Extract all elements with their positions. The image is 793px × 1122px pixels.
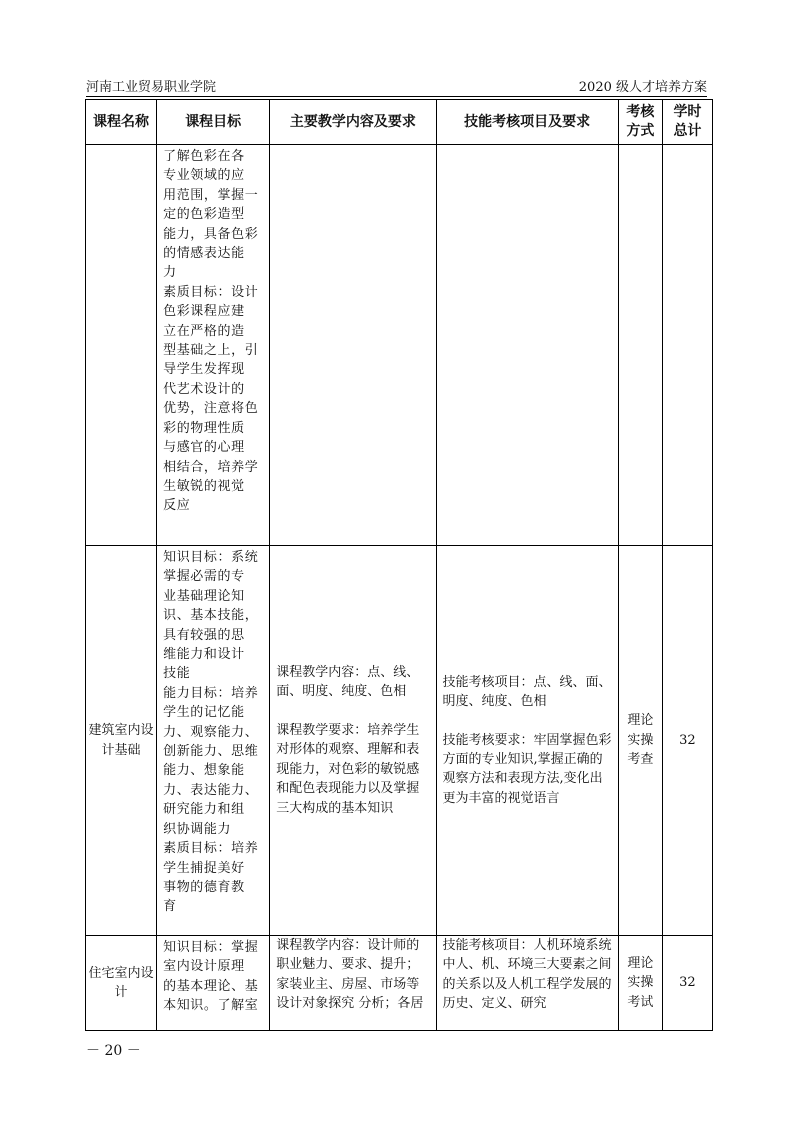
goal-line: 掌握必需的专	[163, 569, 245, 585]
goal-line: 技能	[163, 666, 191, 682]
col-header-hours-line: 总计	[673, 123, 702, 139]
goal-line: 型基础之上，引	[163, 343, 259, 359]
goal-line: 优势，注意将色	[163, 401, 259, 417]
assessment-cell	[618, 145, 662, 546]
goal-line: 相结合，培养学	[163, 459, 259, 475]
goal-line: 能力目标：培养	[163, 685, 259, 701]
col-header-assessment	[618, 100, 662, 145]
goal-line: 研究能力和组	[163, 802, 245, 818]
goal-line: 导学生发挥现	[163, 362, 245, 378]
course-name-cell: 建筑室内设计基础	[86, 546, 157, 936]
goal-line: 育	[163, 899, 177, 915]
table-row	[86, 936, 713, 1031]
goal-line: 的基本理论、基	[163, 978, 259, 994]
skills-cell	[436, 936, 618, 1031]
skills-paragraph: 技能考核要求：牢固掌握色彩方面的专业知识,掌握正确的观察方法和表现方法,变化出更为丰富的视觉语言	[442, 732, 612, 806]
course-goal-cell	[157, 145, 270, 546]
goal-line: 维能力和设计	[163, 647, 245, 663]
header-institution: 河南工业贸易职业学院	[86, 80, 217, 95]
goal-line: 识、基本技能，	[163, 608, 259, 624]
goal-line: 力、表达能力、	[163, 782, 259, 798]
col-header-assessment-line: 方式	[626, 123, 655, 139]
col-header-content: 主要教学内容及要求	[270, 100, 436, 145]
goal-line: 色彩课程应建	[163, 304, 245, 320]
goal-line: 素质目标：培养	[163, 841, 259, 857]
goal-line: 立在严格的造	[163, 323, 245, 339]
content-cell	[270, 546, 436, 936]
hours-cell: 32	[662, 546, 712, 936]
goal-line: 本知识。了解室	[163, 998, 259, 1014]
header-rule	[86, 96, 707, 97]
goal-line: 学生的记忆能	[163, 705, 245, 721]
hours-cell	[662, 145, 712, 546]
goal-line: 能力、想象能	[163, 763, 245, 779]
goal-line: 知识目标：系统	[163, 550, 259, 565]
goal-line: 创新能力、思维	[163, 744, 259, 760]
assessment-line: 考试	[627, 994, 654, 1010]
goal-line: 事物的德育教	[163, 879, 245, 895]
course-name-cell: 住宅室内设计	[86, 936, 157, 1031]
assessment-line: 理论	[627, 713, 654, 729]
goal-line: 与感官的心理	[163, 440, 245, 456]
header-plan-title: 2020 级人才培养方案	[578, 80, 707, 95]
course-name-cell	[86, 145, 157, 546]
goal-line: 力	[163, 265, 177, 281]
skills-cell	[436, 145, 618, 546]
assessment-cell	[618, 546, 662, 936]
col-header-course-name: 课程名称	[86, 100, 157, 145]
goal-line: 专业领域的应	[163, 168, 245, 184]
goal-line: 的情感表达能	[163, 246, 245, 262]
course-goal-cell	[157, 936, 270, 1031]
goal-line: 织协调能力	[163, 821, 232, 837]
goal-line: 反应	[163, 498, 191, 514]
col-header-course-goal: 课程目标	[157, 100, 270, 145]
col-header-assessment-line: 考核	[626, 104, 655, 120]
page-number: － 20 －	[86, 1043, 141, 1059]
goal-line: 力、观察能力、	[163, 724, 259, 740]
table-header-row	[86, 100, 713, 145]
skills-cell	[436, 546, 618, 936]
assessment-line: 实操	[627, 975, 654, 991]
goal-line: 素质目标：设计	[163, 284, 259, 300]
goal-line: 业基础理论知	[163, 588, 245, 604]
content-paragraph: 课程教学内容：点、线、面、明度、纯度、色相	[276, 665, 420, 700]
skills-paragraph: 技能考核项目：人机环境系统中人、机、环境三大要素之间的关系以及人机工程学发展的历史、定义、研究	[442, 938, 612, 1012]
skills-paragraph: 技能考核项目：点、线、面、明度、纯度、色相	[442, 674, 612, 710]
goal-line: 室内设计原理	[163, 959, 245, 975]
goal-line: 了解色彩在各	[163, 149, 245, 164]
content-paragraph: 课程教学要求：培养学生对形体的观察、理解和表现能力，对色彩的敏锐感和配色表现能力以及掌握三大构成的基本知识	[276, 722, 420, 816]
goal-line: 定的色彩造型	[163, 207, 245, 223]
course-table	[85, 99, 713, 1031]
col-header-skills: 技能考核项目及要求	[436, 100, 618, 145]
col-header-hours-line: 学时	[673, 104, 702, 120]
table-row	[86, 145, 713, 546]
assessment-line: 理论	[627, 955, 654, 971]
content-cell	[270, 145, 436, 546]
goal-line: 用范围，掌握一	[163, 187, 259, 203]
hours-cell: 32	[662, 936, 712, 1031]
goal-line: 代艺术设计的	[163, 381, 245, 397]
assessment-line: 考查	[627, 752, 654, 768]
goal-line: 具有较强的思	[163, 627, 245, 643]
assessment-cell	[618, 936, 662, 1031]
content-cell	[270, 936, 436, 1031]
content-paragraph: 课程教学内容：设计师的职业魅力、要求、提升；家装业主、房屋、市场等设计对象探究 分析；各居	[276, 938, 424, 1012]
goal-line: 知识目标：掌握	[163, 940, 259, 955]
goal-line: 生敏锐的视觉	[163, 478, 245, 494]
course-goal-cell	[157, 546, 270, 936]
goal-line: 学生捕捉美好	[163, 860, 245, 876]
col-header-hours	[662, 100, 712, 145]
assessment-line: 实操	[627, 732, 654, 748]
goal-line: 彩的物理性质	[163, 420, 245, 436]
table-row	[86, 546, 713, 936]
goal-line: 能力，具备色彩	[163, 226, 259, 242]
